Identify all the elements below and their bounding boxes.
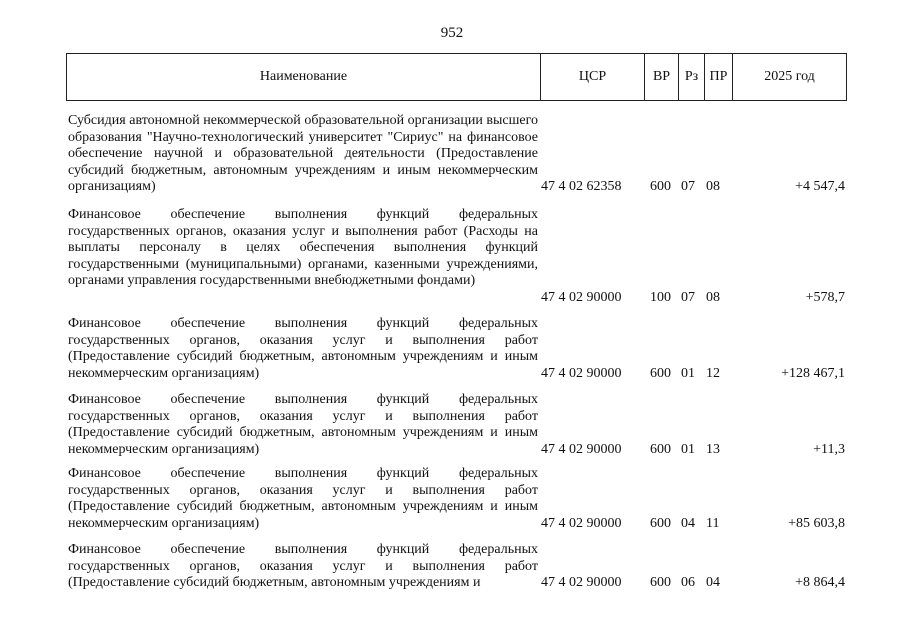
row-vr: 600: [650, 516, 671, 531]
header-vr: ВР: [645, 54, 679, 100]
page-number: 952: [440, 25, 464, 41]
row-description: Субсидия автономной некоммерческой образовательной организации высшего образования "Научно-технологический университет "Сириус" на финансовое обеспечение научной и образовательной деятельности (Предоставление субсидий бюджетным, автономным учреждениям и иным некоммерческим организациям): [68, 113, 538, 194]
row-description: Финансовое обеспечение выполнения функций федеральных государственных органов, оказания услуг и выполнения работ (Предоставление субсидий бюджетным, автономным учреждениям и: [68, 542, 538, 590]
row-pr: 08: [706, 179, 720, 194]
row-rz: 01: [681, 442, 695, 457]
row-csr: 47 4 02 90000: [541, 366, 622, 381]
row-rz: 06: [681, 575, 695, 590]
row-vr: 600: [650, 179, 671, 194]
header-pr: ПР: [705, 54, 733, 100]
row-pr: 13: [706, 442, 720, 457]
row-csr: 47 4 02 90000: [541, 442, 622, 457]
row-pr: 08: [706, 290, 720, 305]
table-header: [66, 53, 847, 101]
header-csr: ЦСР: [541, 54, 645, 100]
row-rz: 01: [681, 366, 695, 381]
row-amount: +128 467,1: [781, 366, 845, 381]
row-description: Финансовое обеспечение выполнения функций федеральных государственных органов, оказания услуг и выполнения работ (Предоставление субсидий бюджетным, автономным учреждениям и иным некоммерческим организациям): [68, 392, 538, 457]
row-csr: 47 4 02 62358: [541, 179, 622, 194]
row-amount: +11,3: [813, 442, 845, 457]
row-vr: 100: [650, 290, 671, 305]
row-amount: +8 864,4: [795, 575, 845, 590]
row-amount: +85 603,8: [788, 516, 845, 531]
row-csr: 47 4 02 90000: [541, 575, 622, 590]
row-pr: 12: [706, 366, 720, 381]
header-rz: Рз: [679, 54, 705, 100]
row-description: Финансовое обеспечение выполнения функций федеральных государственных органов, оказания услуг и выполнения работ (Расходы на выплаты персоналу в целях обеспечения выполнения функций государственными (муниципальными) органами, казенными учреждениями, органами управления государственными внебюджетными фондами): [68, 207, 538, 288]
header-name: Наименование: [67, 54, 541, 100]
row-description: Финансовое обеспечение выполнения функций федеральных государственных органов, оказания услуг и выполнения работ (Предоставление субсидий бюджетным, автономным учреждениям и иным некоммерческим организациям): [68, 316, 538, 381]
row-pr: 11: [706, 516, 720, 531]
row-rz: 07: [681, 290, 695, 305]
row-csr: 47 4 02 90000: [541, 516, 622, 531]
row-vr: 600: [650, 575, 671, 590]
row-pr: 04: [706, 575, 720, 590]
row-vr: 600: [650, 366, 671, 381]
header-year: 2025 год: [764, 69, 815, 84]
row-amount: +4 547,4: [795, 179, 845, 194]
row-description: Финансовое обеспечение выполнения функций федеральных государственных органов, оказания услуг и выполнения работ (Предоставление субсидий бюджетным, автономным учреждениям и иным некоммерческим организациям): [68, 466, 538, 531]
row-rz: 04: [681, 516, 695, 531]
row-amount: +578,7: [805, 290, 845, 305]
row-rz: 07: [681, 179, 695, 194]
row-vr: 600: [650, 442, 671, 457]
row-csr: 47 4 02 90000: [541, 290, 622, 305]
